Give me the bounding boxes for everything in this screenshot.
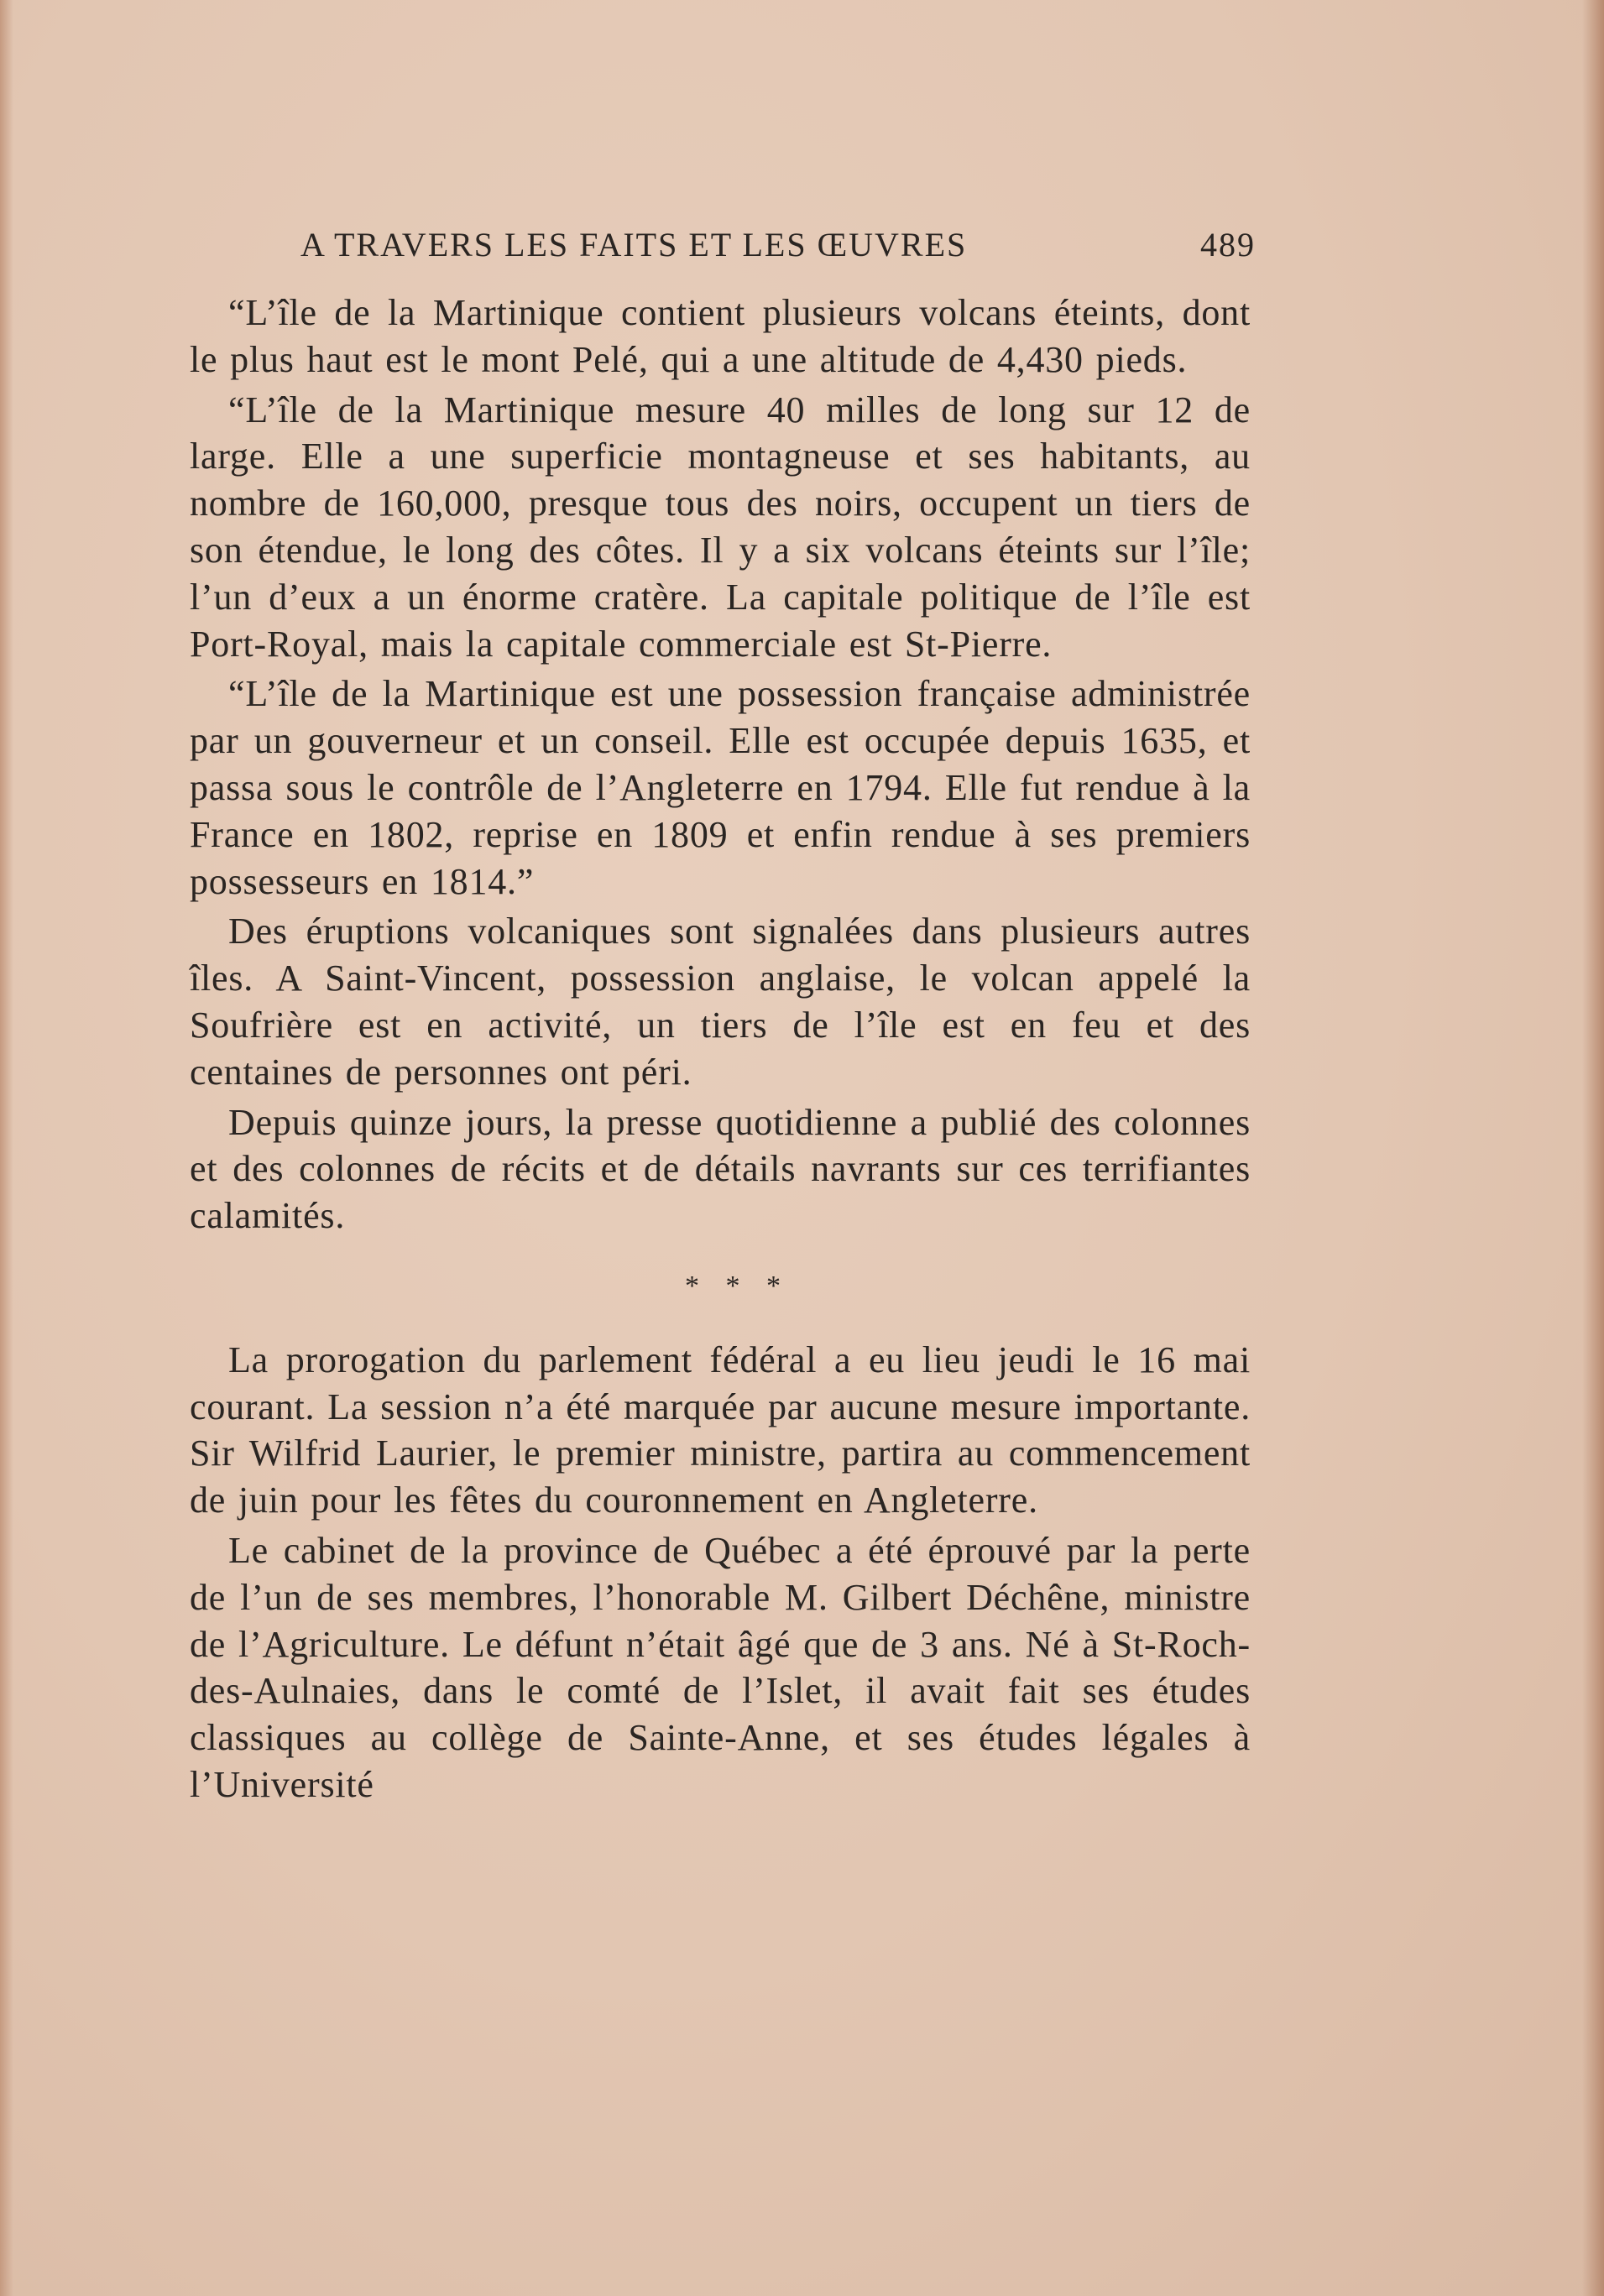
paragraph-martinique-geography: “L’île de la Martinique mesure 40 milles de long sur 12 de large. Elle a une superficie montagneuse et ses habitants, au nombre de 160,000, presque tous des noirs, occupent un tiers de son étendue, le long des côtes. Il y a six volcans éteints sur l’île; l’un d’eux a un énorme cratère. La capitale politique de l’île est Port-Royal, mais la capitale commerciale est St-Pierre. — [190, 389, 1251, 665]
paragraph-martinique-volcanoes: “L’île de la Martinique contient plusieurs volcans éteints, dont le plus haut est le mont Pelé, qui a une altitude de 4,430 pieds. — [190, 292, 1251, 380]
body-text — [190, 290, 1251, 1812]
page-number: 489 — [1200, 226, 1256, 264]
paragraph-saint-vincent: Des éruptions volcaniques sont signalées dans plusieurs autres îles. A Saint-Vincent, possession anglaise, le volcan appelé la Soufrière est en activité, un tiers de l’île est en feu et des centaines de personnes ont péri. — [190, 911, 1251, 1093]
paragraph-quebec-cabinet: Le cabinet de la province de Québec a été éprouvé par la perte de l’un de ses membres, l’honorable M. Gilbert Déchêne, ministre de l’Agriculture. Le défunt n’était âgé que de 3 ans. Né à St-Roch-des-Aulnaies, dans le comté de l’Islet, il avait fait ses études classiques au collège de Sainte-Anne, et ses études légales à l’Université — [190, 1529, 1251, 1805]
section-separator: * * * — [685, 1270, 789, 1302]
paragraph-martinique-history: “L’île de la Martinique est une possession française administrée par un gouverneur et un conseil. Elle est occupée depuis 1635, et passa sous le contrôle de l’Angleterre en 1794. Elle fut rendue à la France en 1802, reprise en 1809 et enfin rendue à ses premiers possesseurs en 1814.” — [190, 673, 1251, 902]
running-head — [300, 225, 1256, 267]
paragraph-parliament-prorogation: La prorogation du parlement fédéral a eu lieu jeudi le 16 mai courant. La session n’a été marquée par aucune mesure importante. Sir Wilfrid Laurier, le premier ministre, partira au commencement de juin pour les fêtes du couronnement en Angleterre. — [190, 1338, 1251, 1521]
paragraph-press-coverage: Depuis quinze jours, la presse quotidienne a publié des colonnes et des colonnes de récits et de détails navrants sur ces terrifiantes calamités. — [190, 1101, 1251, 1237]
running-title: A TRAVERS LES FAITS ET LES ŒUVRES — [300, 226, 968, 264]
